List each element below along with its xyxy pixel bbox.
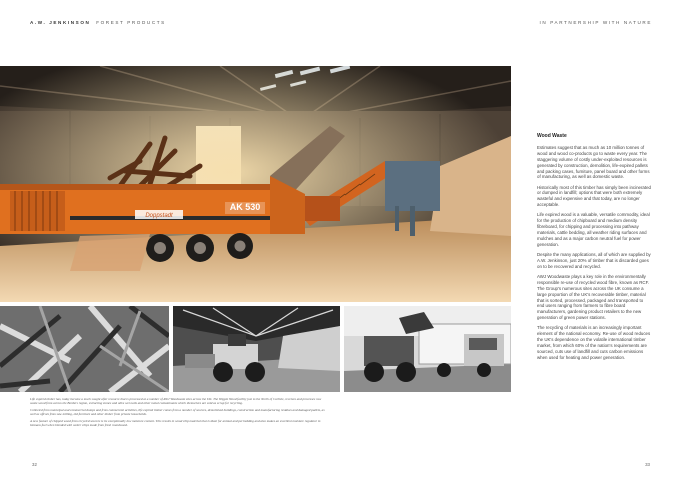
- loader-shed-photo: [173, 306, 340, 392]
- article-paragraph: Estimates suggest that as much as 10 million tonnes of wood and wood co-products go to waste every year. The staggering volume of costly under-exploited resources is generated by construction, demolition, life-expired pallets and packing cases, furniture, panel board and other forms of manufacturing, as well as domestic waste.: [537, 144, 650, 180]
- machine-brand-text: Doppstadt: [145, 213, 173, 219]
- caption-paragraph: Life expired timber has, today become a much sought after resource that is processed at a number of AWJ Woodwaste sites across the UK. The Wigpin Wood facility just to the North of Carlisle, receives and processes raw waste wood from across the Borders region, extracting stones and ultra wet nails and other metal contaminants which themselves are sold as scrap for recycling.: [30, 397, 322, 406]
- article-paragraph: AWJ Woodwaste plays a key role in the environmentally responsible re-use of recycled wood fibre, known as RCF. The Group's numerous sites across the UK consume a large proportion of the UK's recoverable timber, material that is sorted, processed, packaged and transported to end users ranging from farmers to fibre board manufacturers, gardening product retailers to the new generation of green power stations.: [537, 273, 650, 321]
- brand-subtitle: FOREST PRODUCTS: [96, 20, 166, 25]
- article-paragraph: Historically most of this timber has simply been incinerated or dumped in landfill; options that were both extremely wasteful and expensive and that today, are no longer acceptable.: [537, 184, 651, 208]
- page-number-right: 33: [645, 462, 650, 467]
- machine-model-text: AK 530: [229, 202, 261, 212]
- loader-lorry-photo: [344, 306, 511, 392]
- page-number-left: 32: [32, 462, 37, 467]
- caption-paragraph: A new feature of chipped wood from recycled sources is its exceptionally low moisture content. This results in wood chip material that is ideal for animal and pet bedding and also makes an excellent moisture regulator in biomass fuel when blended with wetter chips made from fresh roundwood.: [30, 418, 321, 428]
- wood-pile-photo: [0, 306, 169, 392]
- caption-paragraph: Collected from municipal and commercial dumps and from commercial activities, life expired timber comes from a number of sources, demolished buildings, construction and manufacturing residues and damaged pallets, as well as offcuts from saw milling, old furniture and other timber from private households.: [30, 407, 325, 417]
- header-brand: [30, 20, 166, 25]
- article-paragraph: The recycling of materials is an increasingly important element of the national economy. Re-use of wood reduces the UK's dependence on the volatile international timber market, from which 60% of the nation's requirements are sourced, cuts use of landfill and cuts carbon emissions when used for heating and power generation.: [537, 325, 651, 360]
- header-tagline: IN PARTNERSHIP WITH NATURE: [539, 20, 652, 25]
- article-wood-waste: [537, 134, 651, 365]
- article-paragraph: Life expired wood is a valuable, versatile commodity, ideal for the production of chipboard and medium density fibreboard, for chipping and processing into pathway materials, cattle bedding, all weather riding surfaces and mulches and as a major carbon neutral fuel for power generation.: [537, 212, 650, 247]
- photo-captions: [30, 397, 328, 429]
- article-paragraph: Despite the many applications, all of which are supplied by A.W. Jenkinson, just 20% of timber that is discarded goes on to be recovered and recycled.: [537, 251, 651, 269]
- hero-photo: [0, 66, 511, 302]
- article-heading: Wood Waste: [537, 133, 567, 139]
- brand-name: A.W. JENKINSON: [30, 20, 91, 25]
